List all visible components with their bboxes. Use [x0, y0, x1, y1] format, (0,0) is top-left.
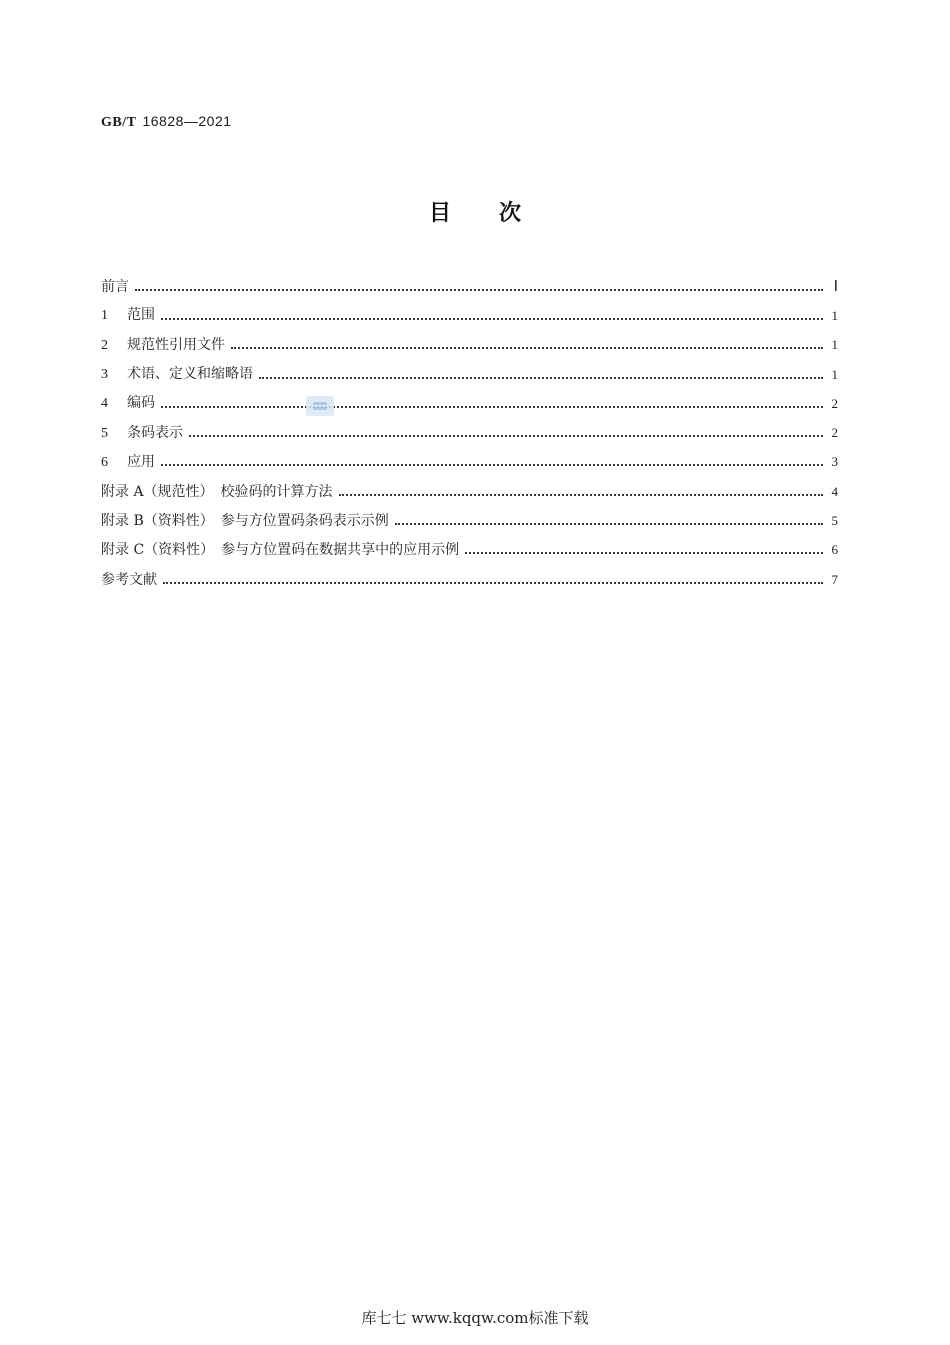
dot-leader — [135, 277, 823, 297]
toc-label: 条码表示 — [127, 424, 183, 441]
toc-section-number: 5 — [101, 425, 108, 441]
toc-item-scope[interactable] — [101, 301, 838, 330]
page-footer: 库七七 www.kqqw.com标准下载 — [361, 1309, 589, 1327]
toc-item-coding[interactable] — [101, 389, 838, 418]
toc-label: 术语、定义和缩略语 — [127, 366, 253, 383]
toc-page-number: 1 — [831, 307, 838, 323]
dot-leader — [339, 482, 823, 502]
toc-page-number: Ⅰ — [833, 278, 838, 295]
toc-item-normative-references[interactable] — [101, 331, 838, 360]
toc-section-number: 3 — [101, 367, 108, 383]
toc-label: 参考文献 — [101, 571, 157, 588]
toc-page-number: 3 — [831, 454, 838, 470]
toc-page-number: 1 — [831, 337, 838, 353]
toc-label: 编码 — [127, 395, 155, 412]
toc-page-number: 7 — [831, 571, 838, 587]
toc-item-application[interactable] — [101, 448, 838, 477]
toc-item-annex-b[interactable] — [101, 506, 838, 535]
dot-leader — [161, 394, 823, 414]
toc-section-number: 2 — [101, 337, 108, 353]
toc-label: 应用 — [127, 453, 155, 470]
toc-page-number: 1 — [831, 366, 838, 382]
toc-section-number: 1 — [101, 308, 108, 324]
watermark-logo-icon — [306, 396, 334, 416]
dot-leader — [231, 335, 823, 355]
toc-item-annex-c[interactable] — [101, 536, 838, 565]
toc-item-terms-definitions[interactable] — [101, 360, 838, 389]
dot-leader — [395, 511, 823, 531]
toc-item-barcode-representation[interactable] — [101, 418, 838, 447]
dot-leader — [163, 570, 823, 590]
page-title: 目次 — [428, 201, 569, 226]
dot-leader — [259, 365, 823, 385]
table-of-contents — [101, 272, 838, 594]
toc-item-foreword[interactable] — [101, 272, 838, 301]
toc-item-annex-a[interactable] — [101, 477, 838, 506]
toc-page-number: 2 — [831, 395, 838, 411]
dot-leader — [189, 423, 823, 443]
standard-number: 16828—2021 — [142, 113, 232, 129]
toc-page-number: 2 — [831, 425, 838, 441]
toc-page-number: 5 — [831, 513, 838, 529]
standard-prefix: GB/T — [101, 115, 137, 130]
toc-label: 规范性引用文件 — [127, 336, 225, 353]
dot-leader — [161, 452, 823, 472]
dot-leader — [161, 306, 823, 326]
toc-label: 附录 A（规范性） 校验码的计算方法 — [101, 483, 333, 500]
toc-label: 附录 C（资料性） 参与方位置码在数据共享中的应用示例 — [101, 542, 460, 559]
toc-page-number: 4 — [831, 483, 838, 499]
toc-item-bibliography[interactable] — [101, 565, 838, 594]
toc-section-number: 6 — [101, 454, 108, 470]
toc-label: 附录 B（资料性） 参与方位置码条码表示示例 — [101, 513, 389, 530]
toc-section-number: 4 — [101, 396, 108, 412]
standard-code — [101, 113, 232, 131]
toc-label: 前言 — [101, 278, 129, 295]
dot-leader — [465, 540, 823, 560]
toc-page-number: 6 — [831, 542, 838, 558]
toc-label: 范围 — [127, 307, 155, 324]
